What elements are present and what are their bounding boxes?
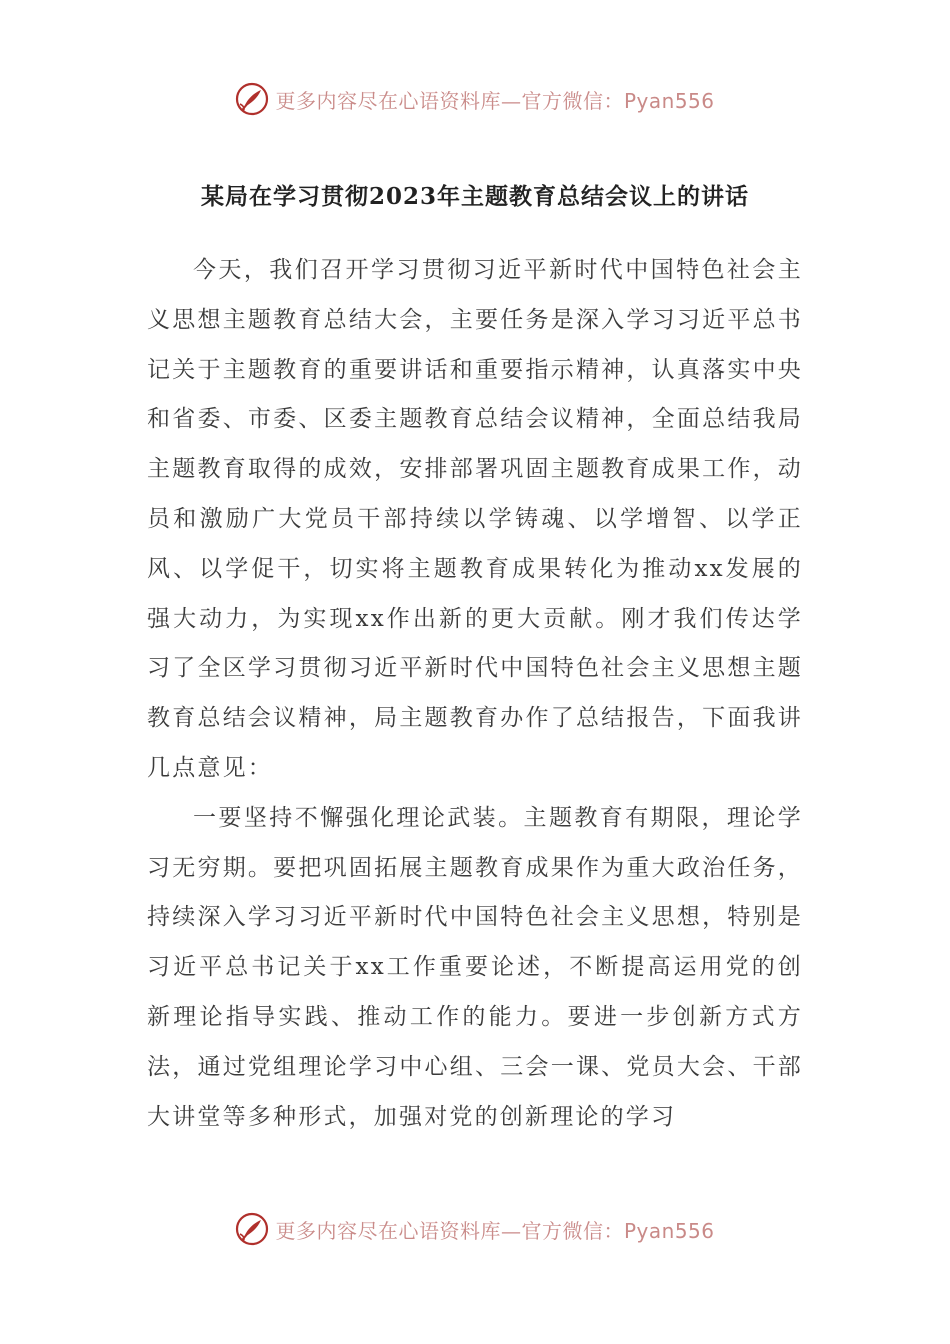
banner-slogan: 更多内容尽在心语资料库—官方微信： — [275, 88, 624, 113]
banner-text — [275, 1215, 714, 1244]
banner-wechat-id: Pyan556 — [623, 1218, 715, 1243]
paragraph: 一要坚持不懈强化理论武装。主题教育有期限，理论学习无穷期。要把巩固拓展主题教育成果作为重大政治任务，持续深入学习习近平新时代中国特色社会主义思想，特别是习近平总书记关于xx工作重要论述，不断提高运用党的创新理论指导实践、推动工作的能力。要进一步创新方式方法，通过党组理论学习中心组、三会一课、党员大会、干部大讲堂等多种形式，加强对党的创新理论的学习 — [147, 804, 803, 1130]
document-title: 某局在学习贯彻2023年主题教育总结会议上的讲话 — [200, 183, 749, 210]
banner-text — [275, 85, 714, 114]
paragraph: 今天，我们召开学习贯彻习近平新时代中国特色社会主义思想主题教育总结大会，主要任务是深入学习习近平总书记关于主题教育的重要讲话和重要指示精神，认真落实中央和省委、市委、区委主题教育总结会议精神，全面总结我局主题教育取得的成效，安排部署巩固主题教育成果工作，动员和激励广大党员干部持续以学铸魂、以学增智、以学正风、以学促干，切实将主题教育成果转化为推动xx发展的强大动力，为实现xx作出新的更大贡献。刚才我们传达学习了全区学习贯彻习近平新时代中国特色社会主义思想主题教育总结会议精神，局主题教育办作了总结报告，下面我讲几点意见： — [147, 257, 803, 781]
header-banner — [0, 82, 950, 116]
banner-slogan: 更多内容尽在心语资料库—官方微信： — [275, 1218, 624, 1243]
quill-pen-logo-icon — [235, 1212, 269, 1246]
banner-wechat-id: Pyan556 — [623, 88, 715, 113]
document-body — [147, 246, 803, 1142]
footer-banner — [0, 1212, 950, 1246]
quill-pen-logo-icon — [235, 82, 269, 116]
